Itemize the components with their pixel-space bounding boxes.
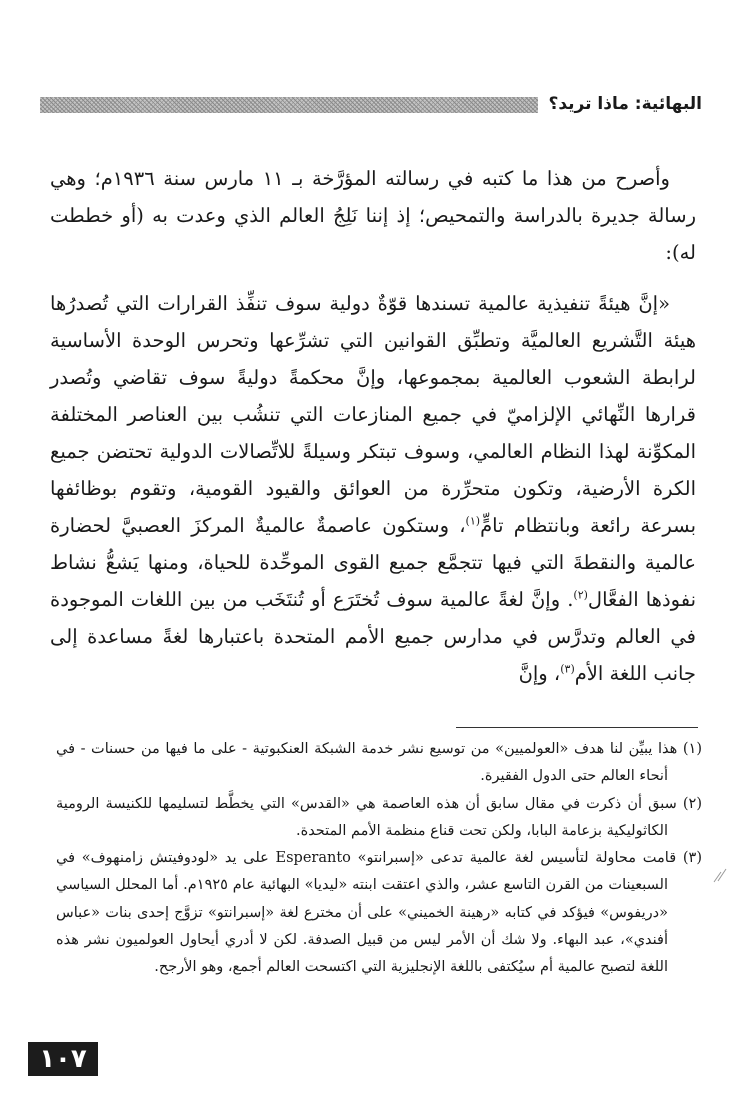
- footnote-separator: [456, 727, 698, 728]
- footnote-ref-3: (٣): [560, 662, 575, 676]
- footnotes: [56, 736, 702, 982]
- footnote-3-text: قامت محاولة لتأسيس لغة عالمية تدعى «إسبرانتو» Esperanto على يد «لودوفيتش زامنهوف» في السبعينات من القرن التاسع عشر، والذي اعتقت ابنته «ليديا» البهائية عام ١٩٢٥م. أما المحلل السياسي «دريفوس» فيؤكد في كتابه «رهينة الخميني» على أن مخترع لغة «إسبرانتو» تزوَّج إحدى بنات «عباس أفندي»، عبد البهاء. ولا شك أن الأمر ليس من قبيل الصدفة. لكن لا أدري أيحاول العولميون نشر هذه اللغة لتصبح عالمية أم سيُكتفى باللغة الإنجليزية التي اكتسحت العالم أجمع، وهو الأرجح.: [56, 850, 677, 976]
- paragraph-2-text-a: «إنَّ هيئةً تنفيذية عالمية تسندها قوّةٌ دولية سوف تنفِّذ القرارات التي تُصدرُها هيئة التَّشريع العالميَّة وتطبِّق القوانين التي تشرِّعها وتحرس الوحدة الأساسية لرابطة الشعوب العالمية بمجموعها، وإنَّ محكمةً دوليةً سوف تقاضي وتُصدر قرارها النِّهائي الإلزاميّ في جميع المنازعات التي تنشُب بين العناصر المختلفة المكوِّنة لهذا النظام العالمي، وسوف تبتكر وسيلةً للاتِّصالات الدولية تحتضن جميع الكرة الأرضية، وتكون متحرِّرة من العوائق والقيود القومية، وتقوم بوظائفها بسرعة رائعة وبانتظام تامٍّ: [50, 292, 696, 537]
- footnote-1: [56, 736, 702, 791]
- footnote-3-number: (٣): [682, 850, 703, 867]
- paragraph-2-text-b: ، وستكون عاصمةٌ عالميةٌ المركزَ العصبيَّ لحضارة عالمية والنقطةَ التي فيها تتجمَّع جميع القوى الموحِّدة للحياة، ومنها يَشعُّ نشاط نفوذها الفعَّال: [50, 514, 697, 611]
- footnote-2: [56, 791, 702, 846]
- running-head: [40, 86, 702, 122]
- footnote-ref-1: (١): [465, 514, 481, 528]
- footnote-3: [56, 845, 702, 981]
- paragraph-1: وأصرح من هذا ما كتبه في رسالته المؤرَّخة بـ ١١ مارس سنة ١٩٣٦م؛ وهي رسالة جديرة بالدراسة والتمحيص؛ إذ إننا نَلِجُ العالم الذي وعدت به (أو خططت له):: [50, 167, 696, 264]
- pencil-mark-icon: [712, 866, 730, 884]
- footnote-2-text: سبق أن ذكرت في مقال سابق أن هذه العاصمة هي «القدس» التي يخطَّط لتسليمها للكنيسة الرومية الكاثوليكية بزعامة البابا، ولكن تحت قناع منظمة الأمم المتحدة.: [56, 795, 677, 839]
- footnote-ref-2: (٢): [573, 588, 588, 602]
- footnote-2-number: (٢): [682, 795, 702, 812]
- running-head-title: البهائية: ماذا تريد؟: [548, 94, 702, 114]
- footnote-1-text: هذا يبيِّن لنا هدف «العولميين» من توسيع نشر خدمة الشبكة العنكبوتية - على ما فيها من حسنات - في أنحاء العالم حتى الدول الفقيرة.: [56, 741, 678, 785]
- body-text: [50, 160, 696, 692]
- paragraph-2-text-d: ، وإنَّ: [518, 662, 561, 685]
- running-head-pattern-bar: [40, 97, 538, 113]
- footnote-1-number: (١): [682, 741, 703, 757]
- page-number: ١٠٧: [28, 1042, 98, 1076]
- paragraph-2-text-c: . وإنَّ لغةً عالمية سوف تُختَرَع أو تُنتَخَب من بين اللغات الموجودة في العالم وتدرَّس في مدارس جميع الأمم المتحدة باعتبارها لغةً مساعدة إلى جانب اللغة الأم: [50, 588, 696, 685]
- paragraph-2: [50, 285, 696, 692]
